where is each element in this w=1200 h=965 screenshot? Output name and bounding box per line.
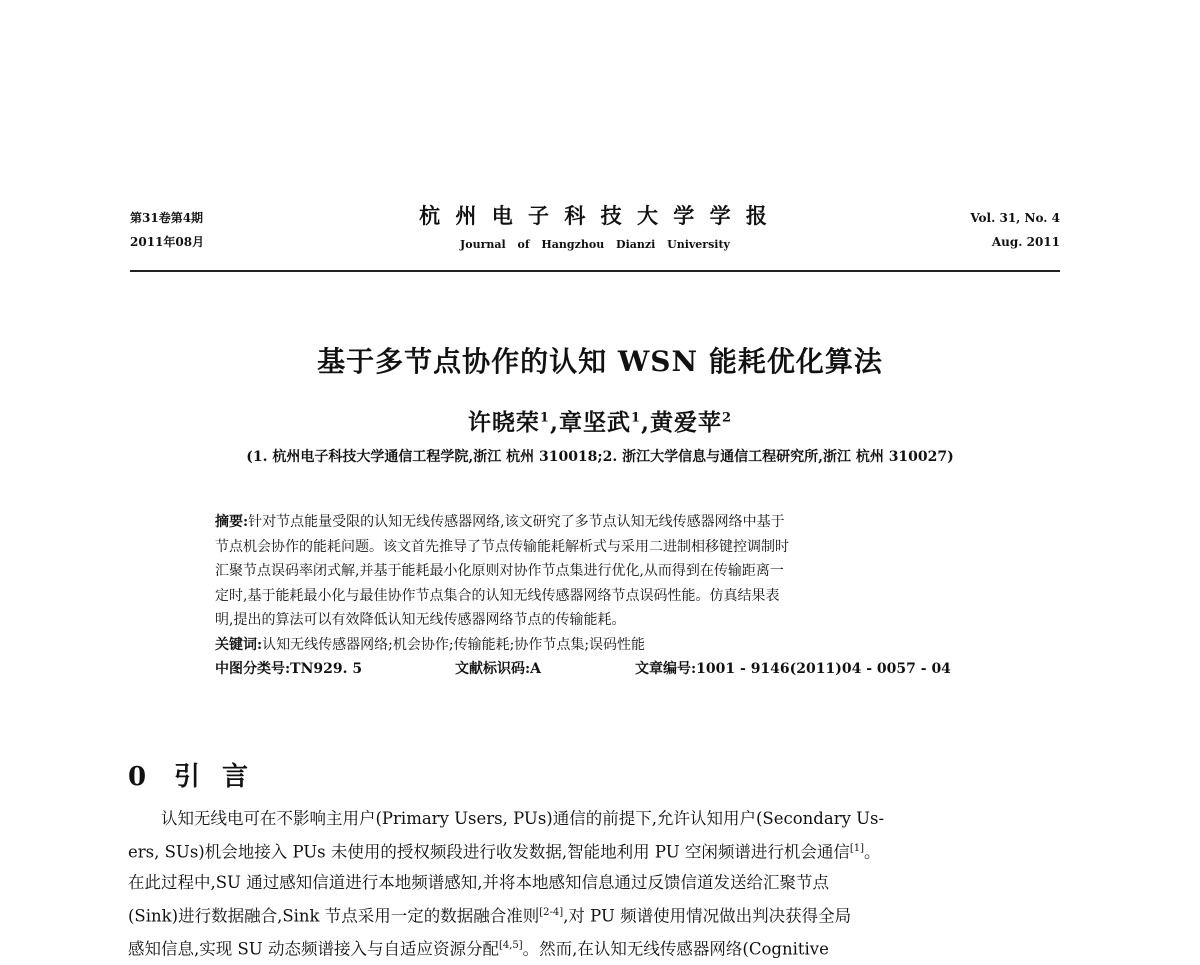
date-cn: 2011年08月: [130, 235, 205, 249]
author-affiliation-mark: 1: [630, 410, 642, 426]
keywords-text: 认知无线传感器网络;机会协作;传输能耗;协作节点集;误码性能: [262, 636, 646, 653]
header-right: [970, 206, 1060, 254]
author-name: 许晓荣: [467, 409, 540, 436]
body-line: 感知信息,实现 SU 动态频谱接入与自适应资源分配[4,5]。然而,在认知无线传感器网络(Cognitive: [128, 939, 829, 959]
journal-name-en: Journal of Hangzhou Dianzi University: [460, 238, 730, 251]
body-line: ers, SUs)机会地接入 PUs 未使用的授权频段进行收发数据,智能地利用 PU 空闲频谱进行机会通信[1]。: [128, 842, 881, 862]
paper-title: 基于多节点协作的认知 WSN 能耗优化算法: [317, 345, 883, 378]
body-line: (Sink)进行数据融合,Sink 节点采用一定的数据融合准则[2-4],对 PU 频谱使用情况做出判决获得全局: [128, 906, 852, 925]
document-code: 文献标识码:A: [455, 661, 542, 677]
author-separator: ,: [641, 409, 651, 436]
section-number: 0: [128, 762, 147, 792]
author-name: 黄爱苹: [650, 409, 723, 436]
body-line: 认知无线电可在不影响主用户(Primary Users, PUs)通信的前提下,允许认知用户(Secondary Us-: [161, 809, 885, 828]
abstract-line: 汇聚节点误码率闭式解,并基于能耗最小化原则对协作节点集进行优化,从而得到在传输距离一: [215, 563, 784, 579]
author-affiliation-mark: 1: [539, 410, 550, 426]
abstract-line: 节点机会协作的能耗问题。该文首先推导了节点传输能耗解析式与采用二进制相移键控调制时: [215, 538, 789, 555]
affiliations: (1. 杭州电子科技大学通信工程学院,浙江 杭州 310018;2. 浙江大学信息与通信工程研究所,浙江 杭州 310027): [246, 449, 954, 465]
abstract-line: 摘要:针对节点能量受限的认知无线传感器网络,该文研究了多节点认知无线传感器网络中基于: [215, 514, 785, 530]
volume-issue-en: Vol. 31, No. 4: [970, 211, 1060, 225]
classification-row: [215, 657, 985, 682]
section-heading: [128, 756, 270, 793]
article-number: 文章编号:1001 - 9146(2011)04 - 0057 - 04: [635, 661, 951, 677]
abstract-line: 明,提出的算法可以有效降低认知无线传感器网络节点的传输能耗。: [215, 612, 626, 628]
author-list: [0, 404, 1200, 437]
section-title: 引言: [174, 762, 271, 792]
author-name: 章坚武: [558, 409, 631, 436]
header-center: [130, 200, 1060, 251]
abstract-label: 摘要:: [215, 514, 249, 530]
date-en: Aug. 2011: [991, 235, 1060, 249]
running-header: [130, 200, 1060, 272]
journal-name-cn: 杭 州 电 子 科 技 大 学 学 报: [419, 203, 771, 228]
keywords-label: 关键词:: [215, 636, 263, 653]
body-text: [128, 804, 1063, 965]
body-line: 在此过程中,SU 通过感知信道进行本地频谱感知,并将本地感知信息通过反馈信道发送给汇聚节点: [128, 872, 829, 892]
abstract-block: [215, 510, 985, 682]
citation: [1]: [849, 843, 865, 854]
clc-number: 中图分类号:TN929. 5: [215, 661, 363, 677]
citation: [2-4]: [539, 906, 564, 918]
keywords-line: [215, 633, 985, 658]
volume-issue-cn: 第31卷第4期: [130, 211, 204, 225]
citation: [4,5]: [498, 940, 523, 951]
author-affiliation-mark: 2: [722, 410, 733, 426]
abstract-line: 定时,基于能耗最小化与最佳协作节点集合的认知无线传感器网络节点误码性能。仿真结果表: [215, 587, 780, 604]
author-separator: ,: [549, 409, 559, 436]
